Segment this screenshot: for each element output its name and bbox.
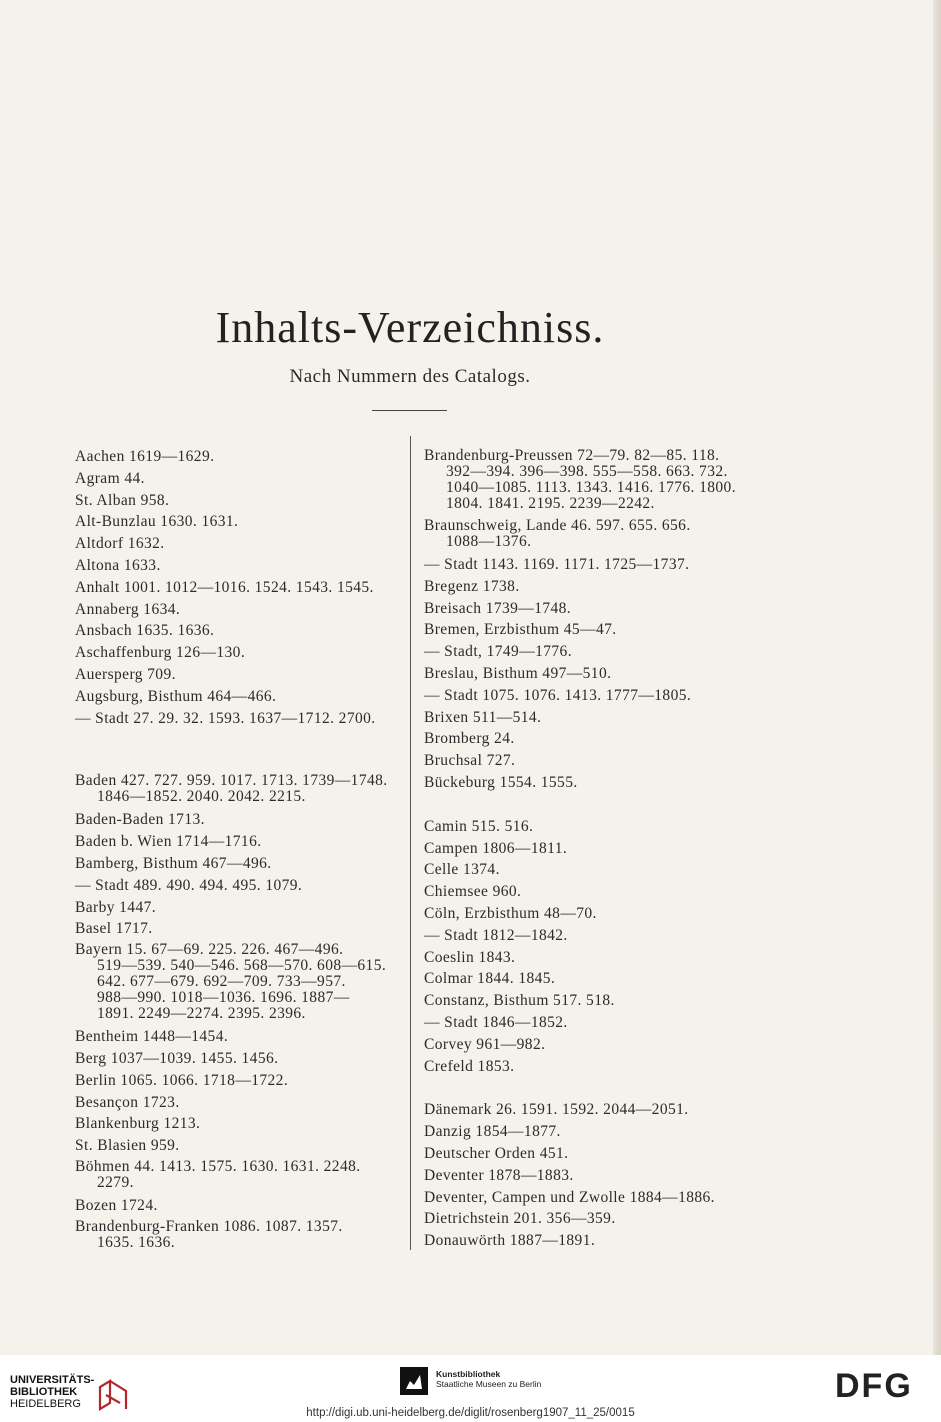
index-entry bbox=[75, 1157, 403, 1195]
index-entry-text: Bamberg, Bisthum 467—496. bbox=[75, 854, 272, 872]
index-entry-text: Altdorf 1632. bbox=[75, 535, 165, 553]
index-entry-text: — Stadt, 1749—1776. bbox=[424, 643, 572, 661]
index-entry-text: Deventer, Campen und Zwolle 1884—1886. bbox=[424, 1188, 715, 1206]
index-entry-text: Dänemark 26. 1591. 1592. 2044—2051. bbox=[424, 1101, 689, 1119]
index-entry-text: Crefeld 1853. bbox=[424, 1057, 515, 1075]
index-entry-continuation: 1635. 1636. bbox=[97, 1233, 176, 1251]
index-entry-text: Constanz, Bisthum 517. 518. bbox=[424, 992, 615, 1010]
page-subtitle: Nach Nummern des Catalogs. bbox=[289, 366, 531, 387]
index-entry bbox=[75, 1135, 403, 1157]
index-entry-text: Berg 1037—1039. 1455. 1456. bbox=[75, 1049, 279, 1067]
permalink-url[interactable]: http://digi.ub.uni-heidelberg.de/diglit/rosenberg1907_11_25/0015 bbox=[306, 1407, 635, 1419]
index-entry-text: — Stadt 1075. 1076. 1413. 1777—1805. bbox=[424, 686, 692, 704]
index-entry-text: Alt-Bunzlau 1630. 1631. bbox=[75, 513, 239, 531]
index-entry-continuation: 1804. 1841. 2195. 2239—2242. bbox=[446, 495, 655, 512]
section-gap bbox=[424, 1077, 774, 1099]
index-entry bbox=[424, 1165, 774, 1187]
index-entry-text: Bremen, Erzbisthum 45—47. bbox=[424, 621, 617, 639]
index-entry-text: Breslau, Bisthum 497—510. bbox=[424, 664, 612, 682]
index-entry-text: Besançon 1723. bbox=[75, 1093, 180, 1111]
index-entry bbox=[75, 642, 403, 664]
index-entry bbox=[75, 1048, 403, 1070]
index-entry-text: Campen 1806—1811. bbox=[424, 839, 568, 857]
kunstbibliothek-name: Kunstbibliothek Staatliche Museen zu Berlin bbox=[436, 1369, 542, 1389]
index-entry-continuation: 2279. bbox=[97, 1173, 134, 1191]
index-entry-text: Aschaffenburg 126—130. bbox=[75, 644, 246, 662]
index-entry-text: Dietrichstein 201. 356—359. bbox=[424, 1210, 616, 1228]
index-entry bbox=[424, 516, 774, 554]
index-entry bbox=[75, 771, 403, 809]
index-entry-text: Bentheim 1448—1454. bbox=[75, 1028, 229, 1046]
index-entry-text: Ansbach 1635. 1636. bbox=[75, 622, 215, 640]
index-entry bbox=[424, 859, 774, 881]
index-entry bbox=[424, 619, 774, 641]
index-entry-text: Donauwörth 1887—1891. bbox=[424, 1232, 596, 1250]
index-entry bbox=[75, 1113, 403, 1135]
index-entry bbox=[424, 990, 774, 1012]
index-entry-text: Danzig 1854—1877. bbox=[424, 1123, 561, 1141]
index-entry-text: — Stadt 1812—1842. bbox=[424, 926, 568, 944]
index-entry-continuation: 1846—1852. 2040. 2042. 2215. bbox=[97, 788, 306, 806]
index-entry bbox=[424, 1056, 774, 1078]
index-entry-text: Brandenburg-Franken 1086. 1087. 1357. bbox=[75, 1217, 343, 1235]
index-entry-continuation: 1088—1376. bbox=[446, 533, 532, 550]
index-entry bbox=[424, 881, 774, 903]
index-entry-text: Deutscher Orden 451. bbox=[424, 1144, 569, 1162]
index-entry-text: Camin 515. 516. bbox=[424, 817, 534, 835]
index-entry bbox=[424, 816, 774, 838]
title-rule bbox=[372, 410, 447, 411]
index-entry bbox=[75, 831, 403, 853]
index-entry bbox=[75, 809, 403, 831]
index-entry bbox=[75, 853, 403, 875]
index-entry-text: Bayern 15. 67—69. 225. 226. 467—496. bbox=[75, 941, 344, 959]
index-entry-text: Barby 1447. bbox=[75, 898, 157, 916]
index-entry-text: Bückeburg 1554. 1555. bbox=[424, 773, 578, 791]
page-edge bbox=[933, 0, 941, 1355]
index-entry bbox=[424, 707, 774, 729]
index-entry-text: Baden-Baden 1713. bbox=[75, 811, 205, 829]
index-entry bbox=[424, 772, 774, 794]
index-entry-text: Celle 1374. bbox=[424, 861, 500, 879]
index-entry bbox=[75, 918, 403, 940]
footer-bar bbox=[0, 1355, 941, 1422]
index-column-left bbox=[75, 446, 403, 1255]
index-entry bbox=[424, 728, 774, 750]
index-entry bbox=[75, 599, 403, 621]
index-entry bbox=[75, 446, 403, 468]
index-entry-continuation: 642. 677—679. 692—709. 733—957. bbox=[97, 973, 346, 991]
index-entry bbox=[424, 554, 774, 576]
index-entry bbox=[424, 947, 774, 969]
index-entry-text: — Stadt 1143. 1169. 1171. 1725—1737. bbox=[424, 556, 690, 573]
university-library-name: UNIVERSITÄTS- BIBLIOTHEK HEIDELBERG bbox=[10, 1374, 95, 1410]
index-entry-text: Annaberg 1634. bbox=[75, 600, 181, 618]
index-entry bbox=[75, 511, 403, 533]
kunstbibliothek-mark-icon bbox=[400, 1367, 428, 1395]
index-column-right bbox=[424, 446, 774, 1252]
index-entry bbox=[424, 576, 774, 598]
index-entry-text: Berlin 1065. 1066. 1718—1722. bbox=[75, 1071, 289, 1089]
index-entry-text: — Stadt 27. 29. 32. 1593. 1637—1712. 2700. bbox=[75, 709, 376, 727]
index-entry bbox=[424, 446, 774, 516]
index-entry-text: — Stadt 489. 490. 494. 495. 1079. bbox=[75, 876, 303, 894]
index-entry-text: Basel 1717. bbox=[75, 920, 153, 938]
index-entry-text: Böhmen 44. 1413. 1575. 1630. 1631. 2248. bbox=[75, 1157, 361, 1175]
index-entry-text: Brixen 511—514. bbox=[424, 708, 542, 726]
index-entry-text: Bruchsal 727. bbox=[424, 752, 516, 770]
index-entry bbox=[75, 875, 403, 897]
index-entry-text: Chiemsee 960. bbox=[424, 883, 522, 901]
kunstbibliothek-logo[interactable] bbox=[400, 1367, 600, 1397]
index-entry bbox=[424, 1187, 774, 1209]
index-entry-text: St. Blasien 959. bbox=[75, 1137, 180, 1155]
index-entry-text: Corvey 961—982. bbox=[424, 1035, 546, 1053]
index-entry-text: — Stadt 1846—1852. bbox=[424, 1013, 568, 1031]
index-entry bbox=[424, 903, 774, 925]
index-entry-text: Braunschweig, Lande 46. 597. 655. 656. bbox=[424, 517, 691, 534]
index-entry-text: Cöln, Erzbisthum 48—70. bbox=[424, 904, 597, 922]
index-entry bbox=[75, 620, 403, 642]
index-entry-text: Brandenburg-Preussen 72—79. 82—85. 118. bbox=[424, 447, 720, 464]
index-entry bbox=[75, 1217, 403, 1255]
index-entry bbox=[424, 1012, 774, 1034]
index-entry-text: Auersperg 709. bbox=[75, 665, 176, 683]
index-entry bbox=[424, 1230, 774, 1252]
index-entry-text: Bregenz 1738. bbox=[424, 577, 520, 595]
index-entry bbox=[75, 533, 403, 555]
index-entry-text: Bromberg 24. bbox=[424, 730, 515, 748]
index-entry-text: Coeslin 1843. bbox=[424, 948, 516, 966]
index-entry-text: Blankenburg 1213. bbox=[75, 1115, 201, 1133]
page-title: Inhalts-Verzeichniss. bbox=[215, 303, 605, 352]
index-entry-text: Altona 1633. bbox=[75, 556, 161, 574]
index-entry-text: Colmar 1844. 1845. bbox=[424, 970, 556, 988]
index-entry bbox=[75, 577, 403, 599]
index-entry bbox=[424, 685, 774, 707]
index-entry bbox=[75, 1195, 403, 1217]
index-entry-text: Baden 427. 727. 959. 1017. 1713. 1739—1748. bbox=[75, 772, 388, 790]
index-entry bbox=[424, 1099, 774, 1121]
index-entry bbox=[424, 641, 774, 663]
index-entry-text: Anhalt 1001. 1012—1016. 1524. 1543. 1545. bbox=[75, 578, 374, 596]
index-entry-text: Deventer 1878—1883. bbox=[424, 1166, 574, 1184]
index-entry bbox=[75, 708, 403, 730]
index-entry-text: Bozen 1724. bbox=[75, 1196, 158, 1214]
index-entry bbox=[75, 686, 403, 708]
index-entry bbox=[424, 838, 774, 860]
index-entry bbox=[75, 664, 403, 686]
index-entry bbox=[75, 555, 403, 577]
index-entry-text: Breisach 1739—1748. bbox=[424, 599, 572, 617]
index-entry bbox=[424, 750, 774, 772]
index-entry bbox=[424, 1034, 774, 1056]
index-entry-text: Agram 44. bbox=[75, 469, 145, 487]
index-entry-continuation: 519—539. 540—546. 568—570. 608—615. bbox=[97, 957, 387, 975]
index-entry bbox=[75, 1026, 403, 1048]
section-gap bbox=[424, 794, 774, 816]
dfg-logo[interactable]: DFG bbox=[835, 1367, 913, 1405]
index-entry bbox=[424, 1208, 774, 1230]
index-entry-continuation: 1040—1085. 1113. 1343. 1416. 1776. 1800. bbox=[446, 479, 736, 496]
index-entry bbox=[75, 490, 403, 512]
index-entry bbox=[424, 925, 774, 947]
index-entry bbox=[424, 968, 774, 990]
index-entry-continuation: 392—394. 396—398. 555—558. 663. 732. bbox=[446, 463, 728, 480]
index-entry bbox=[75, 1092, 403, 1114]
index-entry-text: Augsburg, Bisthum 464—466. bbox=[75, 687, 277, 705]
index-entry bbox=[424, 1143, 774, 1165]
index-entry bbox=[75, 940, 403, 1026]
index-entry-continuation: 1891. 2249—2274. 2395. 2396. bbox=[97, 1005, 306, 1023]
index-entry bbox=[75, 468, 403, 490]
index-entry bbox=[75, 897, 403, 919]
index-entry bbox=[424, 1121, 774, 1143]
index-entry bbox=[75, 1070, 403, 1092]
section-gap bbox=[75, 729, 403, 771]
index-entry-continuation: 988—990. 1018—1036. 1696. 1887— bbox=[97, 989, 350, 1007]
column-divider bbox=[410, 436, 411, 1250]
index-entry-text: St. Alban 958. bbox=[75, 491, 170, 509]
index-entry-text: Baden b. Wien 1714—1716. bbox=[75, 833, 262, 851]
index-entry bbox=[424, 663, 774, 685]
index-entry-text: Aachen 1619—1629. bbox=[75, 448, 215, 465]
index-entry bbox=[424, 598, 774, 620]
